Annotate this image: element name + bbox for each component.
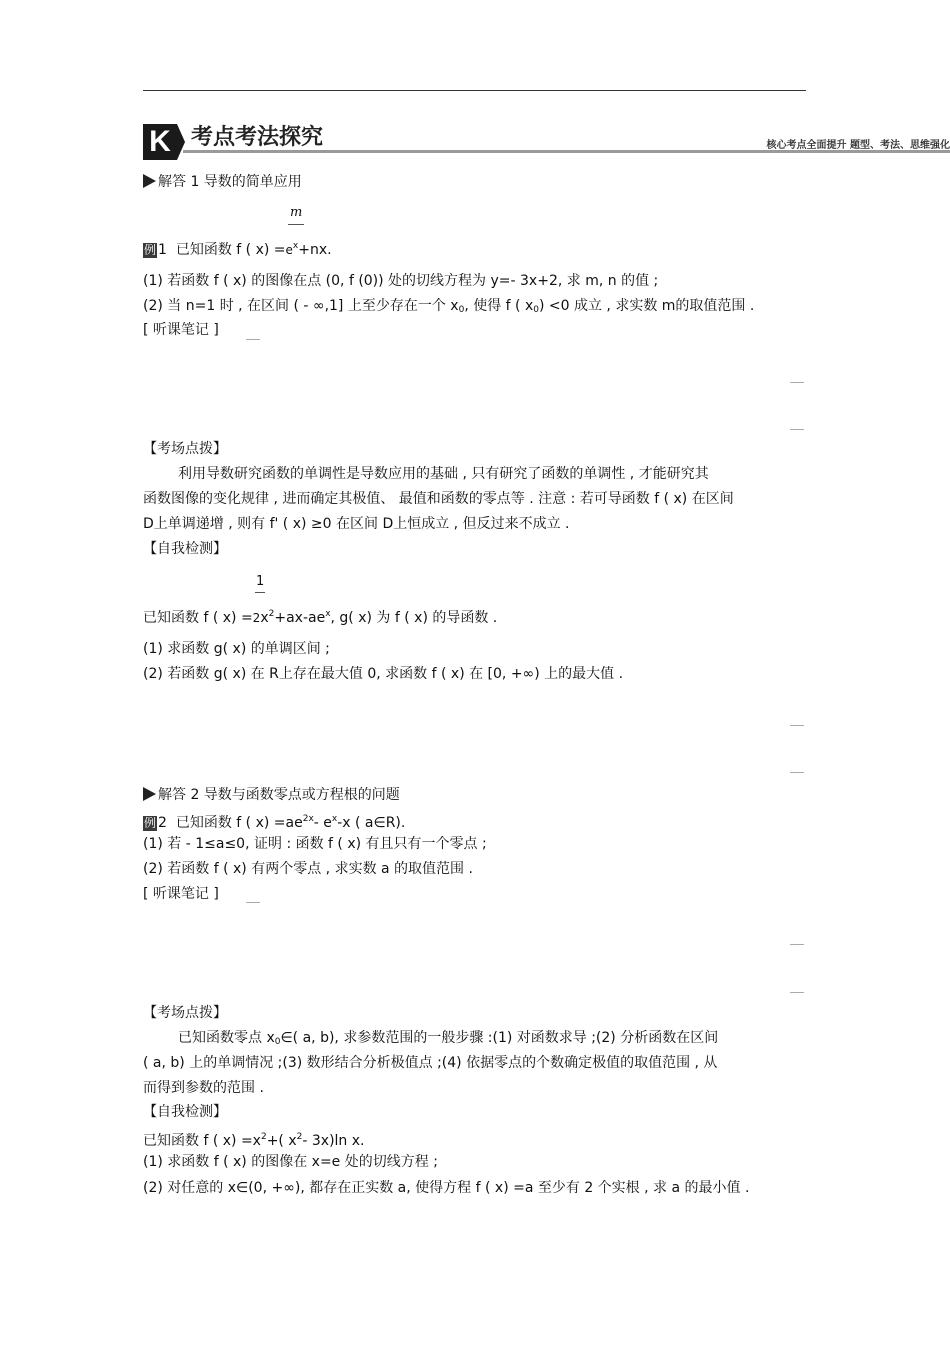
blank-mark bbox=[790, 725, 804, 726]
blank-mark bbox=[790, 992, 804, 993]
check1-question1: (1) 求函数 g( x) 的单调区间 ; bbox=[143, 641, 330, 657]
example-badge: 例 bbox=[144, 243, 157, 257]
blank-mark bbox=[246, 902, 260, 903]
banner-title: 考点考法探究 bbox=[191, 125, 324, 150]
banner-letter-box: K bbox=[143, 124, 177, 160]
check1-statement: 已知函数 f ( $x) =2x^2+ax-ae^x$, g( x) 为 f ( x) 的导函数 . bbox=[143, 609, 498, 626]
check2-question2: (2) 对任意的 x∈(0, +∞), 都存在正实数 a, 使得方程 f ( x) =a 至少有 2 个实根 , 求 a 的最小值 . bbox=[143, 1180, 750, 1196]
tip1-line1: 利用导数研究函数的单调性是导数应用的基础 , 只有研究了函数的单调性 , 才能研究其 bbox=[178, 466, 709, 482]
section-banner bbox=[143, 122, 950, 162]
check1-fraction-bar bbox=[255, 592, 265, 593]
blank-mark bbox=[790, 944, 804, 945]
triangle-marker-icon bbox=[143, 174, 156, 188]
blank-mark bbox=[790, 382, 804, 383]
tip1-heading: 【考场点拨】 bbox=[143, 441, 227, 457]
check1-fraction-numerator: 1 bbox=[256, 574, 265, 589]
example1-statement: 例 1 已知函数 f ( $x) =e^x+nx$. bbox=[144, 241, 332, 258]
blank-mark bbox=[246, 339, 260, 340]
example2-question1: (1) 若 - 1≤a≤0, 证明 : 函数 f ( x) 有且只有一个零点 ; bbox=[143, 836, 487, 852]
triangle-marker-icon bbox=[143, 787, 156, 801]
section2-heading: 解答 2 导数与函数零点或方程根的问题 bbox=[143, 786, 400, 804]
lecture-notes-label: [ 听课笔记 ] bbox=[143, 886, 219, 902]
banner-wedge bbox=[177, 124, 185, 160]
example2-statement: 例 2 已知函数 f ( $x) =ae^{2x}-$ $e^x-x$ ( a∈R). bbox=[144, 814, 406, 831]
tip2-line1: 已知函数零点 $x_0\in$( a, b), 求参数范围的一般步骤 :(1) 对函数求导 ;(2) 分析函数在区间 bbox=[178, 1030, 719, 1047]
check2-heading: 【自我检测】 bbox=[143, 1104, 227, 1120]
top-rule bbox=[143, 90, 806, 91]
example1-fraction-numerator: m bbox=[290, 205, 303, 220]
tip1-line3: D上单调递增 , 则有 f' ( x) ≥0 在区间 D上恒成立 , 但反过来不成立 . bbox=[143, 516, 570, 532]
check2-statement: 已知函数 f ( $x) =x^2+$( $x^2-$ 3x)ln x. bbox=[143, 1132, 365, 1149]
example1-fraction-bar bbox=[288, 224, 304, 225]
tip2-heading: 【考场点拨】 bbox=[143, 1005, 227, 1021]
example1-question1: (1) 若函数 f ( x) 的图像在点 (0, f (0)) 处的切线方程为 y=- 3x+2, 求 m, n 的值 ; bbox=[143, 273, 659, 289]
section1-heading: 解答 1 导数的简单应用 bbox=[143, 173, 302, 191]
example-badge: 例 bbox=[144, 816, 157, 830]
example1-question2: (2) 当 n=1 时 , 在区间 ( - ∞,1] 上至少存在一个 $x_0$, 使得 f ( $x_0) <0$ 成立 , 求实数 m的取值范围 . bbox=[143, 298, 755, 315]
tip1-line2: 函数图像的变化规律 , 进而确定其极值、 最值和函数的零点等 . 注意 : 若可导函数 f ( x) 在区间 bbox=[143, 491, 734, 507]
check1-heading: 【自我检测】 bbox=[143, 541, 227, 557]
tip2-line3: 而得到参数的范围 . bbox=[143, 1080, 264, 1096]
lecture-notes-label: [ 听课笔记 ] bbox=[143, 322, 219, 338]
blank-mark bbox=[790, 429, 804, 430]
check1-question2: (2) 若函数 g( x) 在 R上存在最大值 0, 求函数 f ( x) 在 [0, +∞) 上的最大值 . bbox=[143, 666, 624, 682]
blank-mark bbox=[790, 772, 804, 773]
tip2-line2: ( a, b) 上的单调情况 ;(3) 数形结合分析极值点 ;(4) 依据零点的个数确定极值的取值范围 , 从 bbox=[143, 1055, 718, 1071]
banner-subtitle: 核心考点全面提升 题型、考法、思维强化 bbox=[766, 140, 950, 151]
check2-question1: (1) 求函数 f ( x) 的图像在 x=e 处的切线方程 ; bbox=[143, 1154, 438, 1170]
example2-question2: (2) 若函数 f ( x) 有两个零点 , 求实数 a 的取值范围 . bbox=[143, 861, 473, 877]
